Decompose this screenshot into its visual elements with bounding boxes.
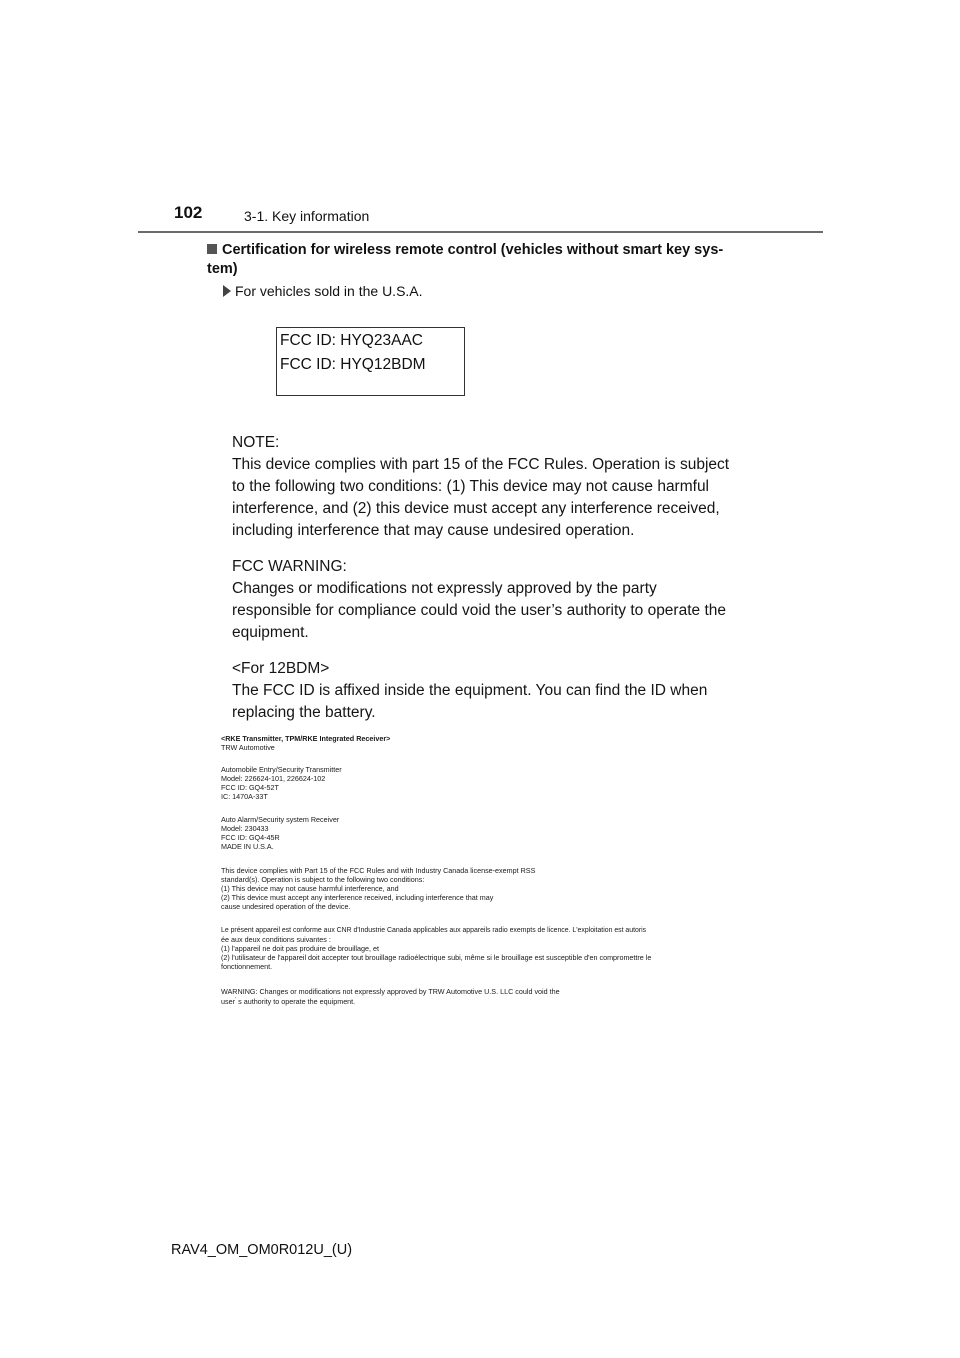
compliance-fr-line: ée aux deux conditions suivantes : (221, 935, 331, 944)
fcc-id-line: FCC ID: HYQ23AAC (280, 332, 423, 349)
transmitter-line: Model: 226624-101, 226624-102 (221, 774, 326, 783)
compliance-fr-line: fonctionnement. (221, 962, 273, 971)
receiver-line: MADE IN U.S.A. (221, 842, 274, 851)
compliance-en-line: This device complies with Part 15 of the FCC Rules and with Industry Canada license-exempt RSS (221, 866, 536, 875)
header-divider (138, 231, 823, 233)
transmitter-line: Automobile Entry/Security Transmitter (221, 765, 342, 774)
compliance-fr-line: Le présent appareil est conforme aux CNR d'Industrie Canada applicables aux appareils radio exempts de licence. L'exploitation est autoris (221, 927, 647, 934)
receiver-line: Auto Alarm/Security system Receiver (221, 815, 340, 824)
trw-warning-line: user’ s authority to operate the equipment. (221, 997, 356, 1006)
compliance-en-line: (1) This device may not cause harmful interference, and (221, 884, 399, 893)
note-line: interference, and (2) this device must accept any interference received, (232, 500, 720, 517)
heading-text-continued: tem) (207, 261, 238, 277)
compliance-fr-line: (1) l'appareil ne doit pas produire de brouillage, et (221, 944, 379, 953)
note-line: This device complies with part 15 of the FCC Rules. Operation is subject (232, 456, 730, 473)
trw-label-title: <RKE Transmitter, TPM/RKE Integrated Receiver> (221, 734, 391, 743)
triangle-arrow-icon (223, 285, 231, 297)
fcc-warning-line: equipment. (232, 624, 309, 641)
receiver-line: Model: 230433 (221, 824, 269, 833)
document-code: RAV4_OM_OM0R012U_(U) (171, 1242, 353, 1258)
fcc-warning-line: responsible for compliance could void the user’s authority to operate the (232, 602, 726, 619)
note-title: NOTE: (232, 434, 280, 451)
subheading-text: For vehicles sold in the U.S.A. (235, 283, 423, 299)
note-line: to the following two conditions: (1) This device may not cause harmful (232, 478, 710, 495)
trw-warning-line: WARNING: Changes or modifications not expressly approved by TRW Automotive U.S. LLC could void the (221, 987, 560, 996)
compliance-en-line: standard(s). Operation is subject to the following two conditions: (221, 875, 425, 884)
fcc-id-line: FCC ID: HYQ12BDM (280, 356, 426, 373)
compliance-fr-line: (2) l'utilisateur de l'appareil doit accepter tout brouillage radioélectrique subi, même si le brouillage est susceptible d'en compromettre le (221, 953, 652, 962)
fcc-warning-title: FCC WARNING: (232, 558, 347, 575)
transmitter-line: FCC ID: GQ4-52T (221, 783, 279, 792)
fcc-warning-line: Changes or modifications not expressly approved by the party (232, 580, 657, 597)
section-heading (207, 241, 767, 279)
bdm-line: The FCC ID is affixed inside the equipment. You can find the ID when (232, 682, 708, 699)
compliance-en-line: cause undesired operation of the device. (221, 902, 351, 911)
bdm-line: replacing the battery. (232, 704, 376, 721)
trw-maker: TRW Automotive (221, 743, 275, 752)
note-line: including interference that may cause undesired operation. (232, 522, 635, 539)
compliance-en-line: (2) This device must accept any interference received, including interference that may (221, 893, 494, 902)
transmitter-line: IC: 1470A-33T (221, 792, 268, 801)
bdm-title: <For 12BDM> (232, 660, 330, 677)
heading-text: Certification for wireless remote control (vehicles without smart key sys- (222, 242, 724, 258)
square-bullet-icon (207, 244, 217, 254)
subheading (223, 283, 423, 299)
page-number: 102 (174, 203, 203, 222)
fcc-id-box (276, 327, 465, 396)
receiver-line: FCC ID: GQ4-45R (221, 833, 280, 842)
section-title: 3-1. Key information (244, 208, 370, 224)
